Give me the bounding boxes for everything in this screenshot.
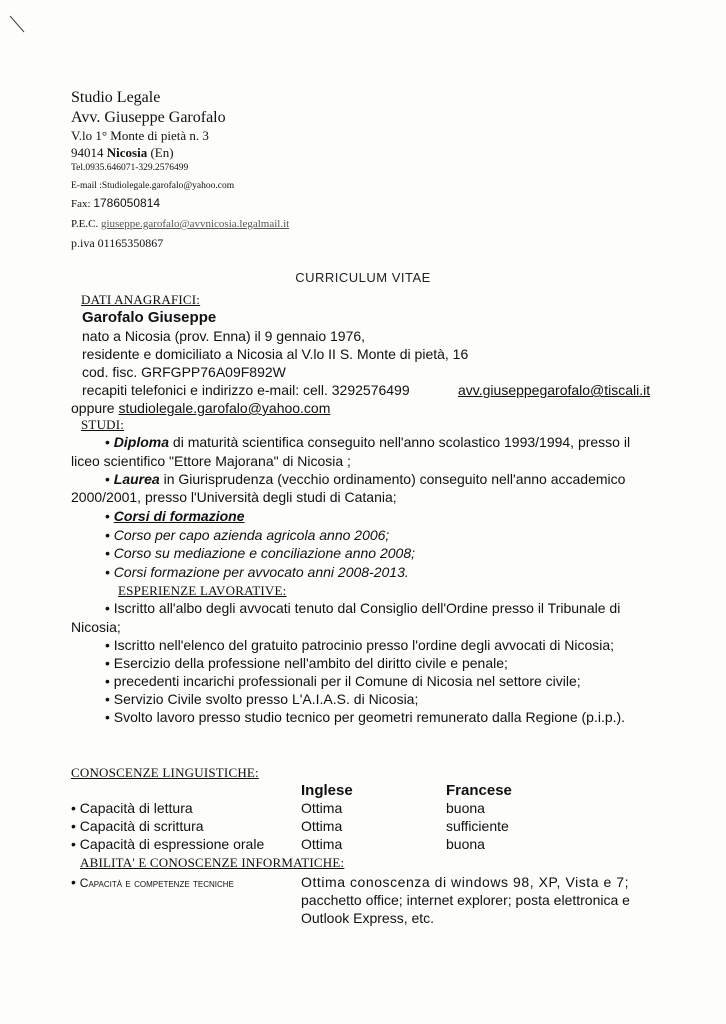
lingua-row-label: • Capacità di scrittura <box>71 818 204 834</box>
residence-info: residente e domiciliato a Nicosia al V.lo II S. Monte di pietà, 16 <box>82 346 469 362</box>
letterhead-pec <box>71 218 289 230</box>
corso-item: • Corso su mediazione e conciliazione anno 2008; <box>105 545 415 561</box>
contacts-cont <box>71 400 330 416</box>
lingua-inglese-value: Ottima <box>301 800 343 816</box>
lingua-francese-value: buona <box>446 800 485 816</box>
diploma-text: di maturità scientifica conseguito nell'anno scolastico 1993/1994, presso il <box>169 434 631 450</box>
corsi-heading-label: Corsi di formazione <box>113 508 245 524</box>
esperienza-text: Iscritto all'albo degli avvocati tenuto dal Consiglio dell'Ordine presso il Tribunale di <box>113 600 621 616</box>
letterhead-email: E-mail :Studiolegale.garofalo@yahoo.com <box>71 181 235 191</box>
email-link-yahoo[interactable]: studiolegale.garofalo@yahoo.com <box>118 400 331 416</box>
city-cap: 94014 <box>71 145 107 160</box>
letterhead-studio: Studio Legale <box>71 89 161 106</box>
lingua-inglese-value: Ottima <box>301 836 343 852</box>
esperienza-text: Iscritto nell'elenco del gratuito patrocinio presso l'ordine degli avvocati di Nicosia; <box>113 637 615 653</box>
fax-number: 1786050814 <box>93 196 161 210</box>
esperienza-text: precedenti incarichi professionali per il Comune di Nicosia nel settore civile; <box>113 673 581 689</box>
section-heading-studi: STUDI: <box>81 417 125 432</box>
section-heading-esperienze: ESPERIENZE LAVORATIVE: <box>118 583 287 598</box>
letterhead-name: Avv. Giuseppe Garofalo <box>71 109 226 126</box>
esperienza-item: • precedenti incarichi professionali per il Comune di Nicosia nel settore civile; <box>105 673 581 689</box>
esperienza-text: Servizio Civile svolto presso L'A.I.A.S. di Nicosia; <box>113 691 419 707</box>
page-title: CURRICULUM VITAE <box>295 270 431 285</box>
pec-link[interactable]: giuseppe.garofalo@avvnicosia.legalmail.it <box>100 218 290 230</box>
contacts-info: recapiti telefonici e indirizzo e-mail: cell. 3292576499 <box>82 382 410 398</box>
oppure-label: oppure <box>71 400 119 416</box>
lingua-header-inglese: Inglese <box>301 782 353 799</box>
studi-diploma-cont: liceo scientifico "Ettore Majorana" di Nicosia ; <box>71 453 351 469</box>
esperienza-text: Svolto lavoro presso studio tecnico per geometri remunerato dalla Regione (p.i.p.). <box>113 709 626 725</box>
corso-text: Corsi formazione per avvocato anni 2008-2013. <box>113 564 409 580</box>
lingua-francese-value: buona <box>446 836 485 852</box>
lingua-row-label: • Capacità di lettura <box>71 800 193 816</box>
section-heading-lingue: CONOSCENZE LINGUISTICHE: <box>71 765 259 780</box>
lingua-skill: Capacità di scrittura <box>79 818 204 834</box>
informatiche-line: pacchetto office; internet explorer; posta elettronica e <box>301 892 630 908</box>
lingua-francese-value: sufficiente <box>446 818 509 834</box>
letterhead-city <box>71 145 174 161</box>
birth-info: nato a Nicosia (prov. Enna) il 9 gennaio 1976, <box>82 328 366 344</box>
informatiche-line: Outlook Express, etc. <box>301 910 435 926</box>
studi-diploma: • Diploma di maturità scientifica conseguito nell'anno scolastico 1993/1994, presso il <box>105 434 631 450</box>
letterhead-fax <box>71 196 160 210</box>
person-name: Garofalo Giuseppe <box>82 309 217 326</box>
esperienza-item: • Svolto lavoro presso studio tecnico per geometri remunerato dalla Regione (p.i.p.). <box>105 709 626 725</box>
email-link-tiscali[interactable]: avv.giuseppegarofalo@tiscali.it <box>458 382 651 398</box>
lingua-row-label: • Capacità di espressione orale <box>71 836 265 852</box>
fax-label: Fax: <box>71 198 94 210</box>
studi-laurea: • Laurea in Giurisprudenza (vecchio ordinamento) conseguito nell'anno accademico <box>105 471 626 487</box>
esperienza-item: • Iscritto nell'elenco del gratuito patrocinio presso l'ordine degli avvocati di Nicosia; <box>105 637 615 653</box>
letterhead-address: V.lo 1° Monte di pietà n. 3 <box>71 128 209 143</box>
section-heading-informatiche: ABILITA' E CONOSCENZE INFORMATICHE: <box>80 855 345 870</box>
laurea-label: Laurea <box>113 471 160 487</box>
letterhead-tel: Tel.0935.646071-329.2576499 <box>71 163 189 173</box>
city-prov: (En) <box>147 145 174 160</box>
informatiche-label-text: Capacità e competenze tecniche <box>79 876 234 890</box>
lingua-header-francese: Francese <box>446 782 512 799</box>
corso-text: Corso su mediazione e conciliazione anno 2008; <box>113 545 415 561</box>
pec-label: P.E.C. <box>71 218 101 230</box>
corso-item: • Corsi formazione per avvocato anni 2008-2013. <box>105 564 409 580</box>
esperienza-item: • Iscritto all'albo degli avvocati tenuto dal Consiglio dell'Ordine presso il Tribunale di <box>105 600 621 616</box>
lingua-inglese-value: Ottima <box>301 818 343 834</box>
esperienza-text: Esercizio della professione nell'ambito del diritto civile e penale; <box>113 655 508 671</box>
lingua-skill: Capacità di lettura <box>79 800 193 816</box>
letterhead-piva: p.iva 01165350867 <box>71 236 164 250</box>
section-heading-anagrafici: DATI ANAGRAFICI: <box>81 292 201 307</box>
city-name: Nicosia <box>106 145 148 160</box>
studi-laurea-cont: 2000/2001, presso l'Università degli studi di Catania; <box>71 489 397 505</box>
corso-item: • Corso per capo azienda agricola anno 2006; <box>105 527 390 543</box>
diploma-label: Diploma <box>113 434 170 450</box>
informatiche-label: • Capacità e competenze tecniche <box>71 874 234 890</box>
laurea-text: in Giurisprudenza (vecchio ordinamento) conseguito nell'anno accademico <box>159 471 626 487</box>
scan-mark-icon <box>8 14 28 36</box>
corso-text: Corso per capo azienda agricola anno 2006; <box>113 527 390 543</box>
corsi-heading: • Corsi di formazione <box>105 508 245 524</box>
informatiche-line: Ottima conoscenza di windows 98, XP, Vista e 7; <box>301 874 630 890</box>
fiscal-code: cod. fisc. GRFGPP76A09F892W <box>82 364 286 380</box>
esperienza-item: • Esercizio della professione nell'ambito del diritto civile e penale; <box>105 655 508 671</box>
esperienza-item-cont: Nicosia; <box>71 619 121 635</box>
esperienza-item: • Servizio Civile svolto presso L'A.I.A.S. di Nicosia; <box>105 691 419 707</box>
lingua-skill: Capacità di espressione orale <box>79 836 265 852</box>
